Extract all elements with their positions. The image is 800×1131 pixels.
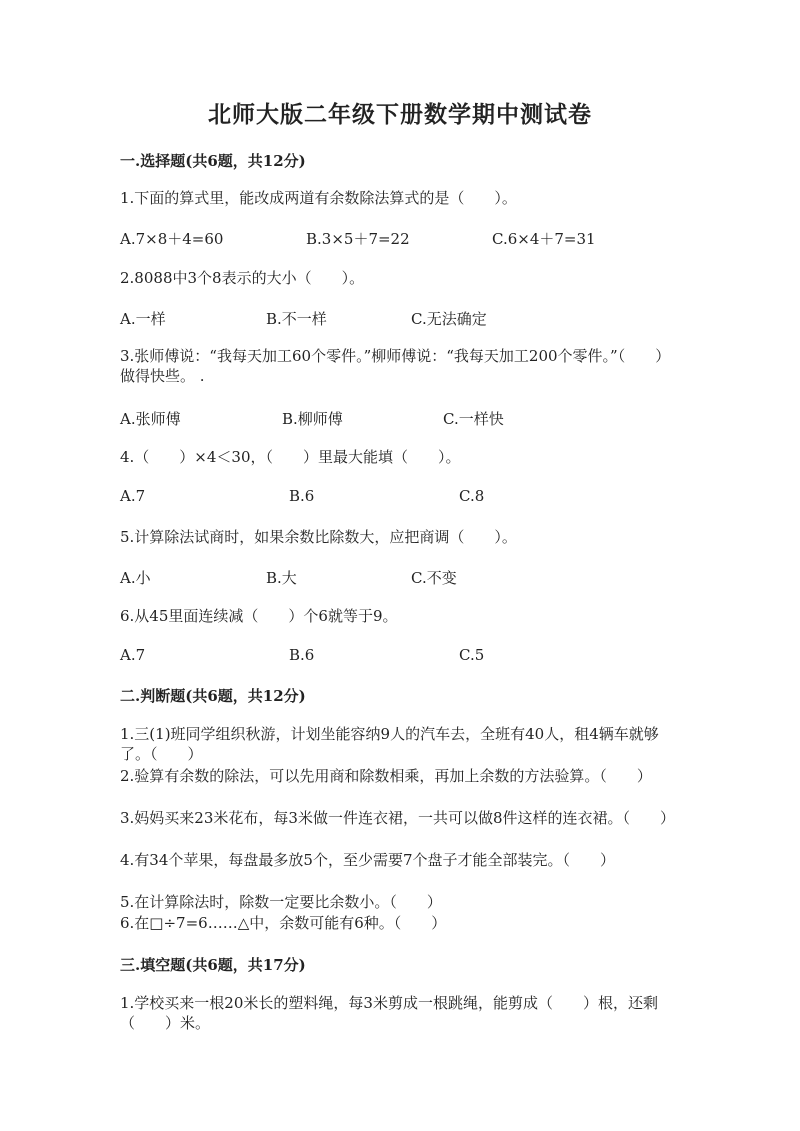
judge-item: 2.验算有余数的除法，可以先用商和除数相乘，再加上余数的方法验算。（ ） [120, 767, 652, 785]
question-text: 2.8088中3个8表示的大小（ ）。 [120, 269, 365, 287]
fill-item: 1.学校买来一根20米长的塑料绳，每3米剪成一根跳绳，能剪成（ ）根，还剩（ ）米。 [120, 994, 658, 1032]
option-b: B.6 [289, 646, 315, 664]
option-c: C.5 [459, 646, 485, 664]
question-text: 3.张师傅说：“我每天加工60个零件。”柳师傅说：“我每天加工200个零件。”（ ）做得快些。 . [120, 347, 671, 385]
section-heading-choice: 一.选择题(共6题，共12分) [120, 152, 306, 170]
option-c: C.无法确定 [411, 310, 487, 328]
option-a: A.7 [120, 487, 146, 505]
section-heading-fill: 三.填空题(共6题，共17分) [120, 956, 306, 974]
option-row [120, 228, 680, 248]
option-b: B.6 [289, 487, 315, 505]
judge-item: 4.有34个苹果，每盘最多放5个，至少需要7个盘子才能全部装完。（ ） [120, 851, 615, 869]
option-b: B.柳师傅 [282, 410, 343, 428]
option-a: A.7×8＋4=60 [120, 230, 224, 248]
option-row [120, 408, 680, 428]
judge-item: 1.三(1)班同学组织秋游，计划坐能容纳9人的汽车去，全班有40人，租4辆车就够了。（ ） [120, 725, 659, 763]
question-text: 5.计算除法试商时，如果余数比除数大，应把商调（ ）。 [120, 528, 517, 546]
option-row [120, 308, 680, 328]
option-b: B.不一样 [266, 310, 327, 328]
judge-item: 6.在□÷7=6……△中，余数可能有6种。（ ） [120, 914, 447, 932]
option-b: B.3×5＋7=22 [306, 230, 410, 248]
option-a: A.张师傅 [120, 410, 181, 428]
judge-item: 3.妈妈买来23米花布，每3米做一件连衣裙，一共可以做8件这样的连衣裙。（ ） [120, 809, 675, 827]
question-text: 1.下面的算式里，能改成两道有余数除法算式的是（ ）。 [120, 189, 517, 207]
section-heading-judge: 二.判断题(共6题，共12分) [120, 687, 306, 705]
judge-item: 5.在计算除法时，除数一定要比余数小。（ ） [120, 893, 442, 911]
option-row [120, 567, 680, 587]
question-text: 4.（ ）×4＜30，（ ）里最大能填（ ）。 [120, 448, 461, 466]
option-row [120, 646, 680, 666]
option-b: B.大 [266, 569, 297, 587]
option-c: C.6×4＋7=31 [492, 230, 596, 248]
option-c: C.8 [459, 487, 485, 505]
option-a: A.一样 [120, 310, 166, 328]
option-a: A.7 [120, 646, 146, 664]
option-row [120, 487, 680, 507]
question-text: 6.从45里面连续减（ ）个6就等于9。 [120, 607, 398, 625]
option-c: C.一样快 [443, 410, 504, 428]
option-a: A.小 [120, 569, 151, 587]
option-c: C.不变 [411, 569, 457, 587]
page-title: 北师大版二年级下册数学期中测试卷 [208, 101, 592, 128]
